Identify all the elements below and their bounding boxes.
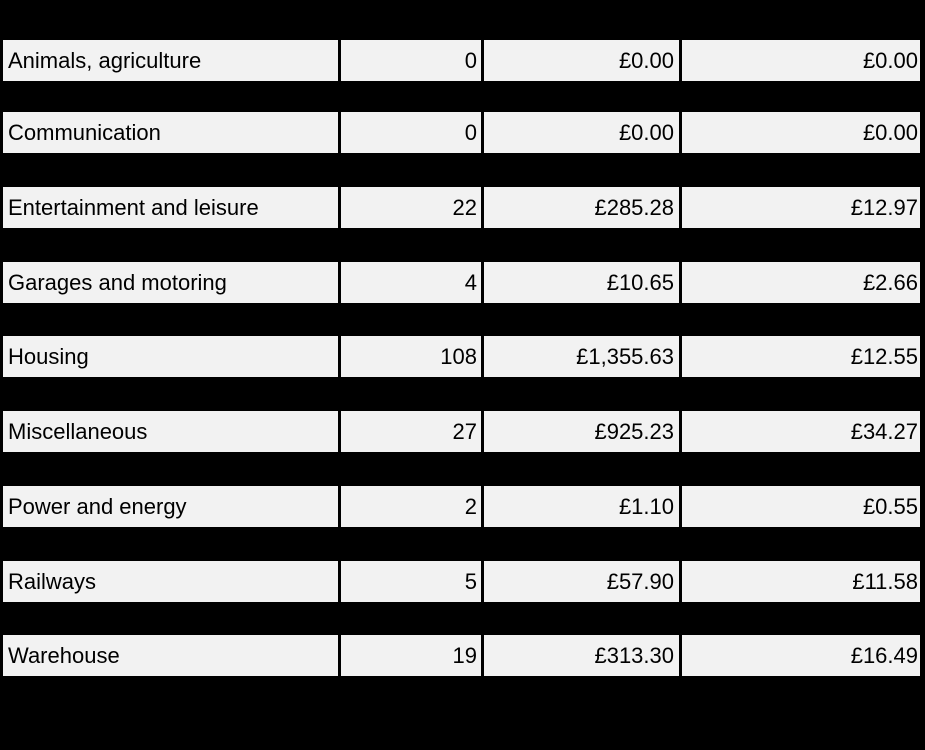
total-cell: £0.00 (484, 40, 679, 81)
category-cell: Garages and motoring (3, 262, 338, 303)
average-cell: £16.49 (682, 635, 920, 676)
table-row (0, 336, 925, 377)
category-cell: Entertainment and leisure (3, 187, 338, 228)
table-row (0, 112, 925, 153)
average-cell: £11.58 (682, 561, 920, 602)
total-cell: £1.10 (484, 486, 679, 527)
category-cell: Communication (3, 112, 338, 153)
average-cell: £0.00 (682, 112, 920, 153)
count-cell: 4 (341, 262, 481, 303)
category-cell: Housing (3, 336, 338, 377)
table-row (0, 262, 925, 303)
count-cell: 0 (341, 112, 481, 153)
count-cell: 19 (341, 635, 481, 676)
average-cell: £0.00 (682, 40, 920, 81)
average-cell: £0.55 (682, 486, 920, 527)
count-cell: 22 (341, 187, 481, 228)
average-cell: £34.27 (682, 411, 920, 452)
average-cell: £12.55 (682, 336, 920, 377)
count-cell: 2 (341, 486, 481, 527)
table-row (0, 40, 925, 81)
total-cell: £10.65 (484, 262, 679, 303)
category-cell: Power and energy (3, 486, 338, 527)
category-cell: Animals, agriculture (3, 40, 338, 81)
table-row (0, 411, 925, 452)
table-row (0, 561, 925, 602)
category-cell: Railways (3, 561, 338, 602)
total-cell: £57.90 (484, 561, 679, 602)
table-row (0, 635, 925, 676)
average-cell: £2.66 (682, 262, 920, 303)
table-row (0, 187, 925, 228)
category-cell: Warehouse (3, 635, 338, 676)
total-cell: £313.30 (484, 635, 679, 676)
count-cell: 108 (341, 336, 481, 377)
total-cell: £0.00 (484, 112, 679, 153)
total-cell: £285.28 (484, 187, 679, 228)
average-cell: £12.97 (682, 187, 920, 228)
count-cell: 0 (341, 40, 481, 81)
category-cell: Miscellaneous (3, 411, 338, 452)
count-cell: 5 (341, 561, 481, 602)
count-cell: 27 (341, 411, 481, 452)
total-cell: £1,355.63 (484, 336, 679, 377)
table-row (0, 486, 925, 527)
total-cell: £925.23 (484, 411, 679, 452)
